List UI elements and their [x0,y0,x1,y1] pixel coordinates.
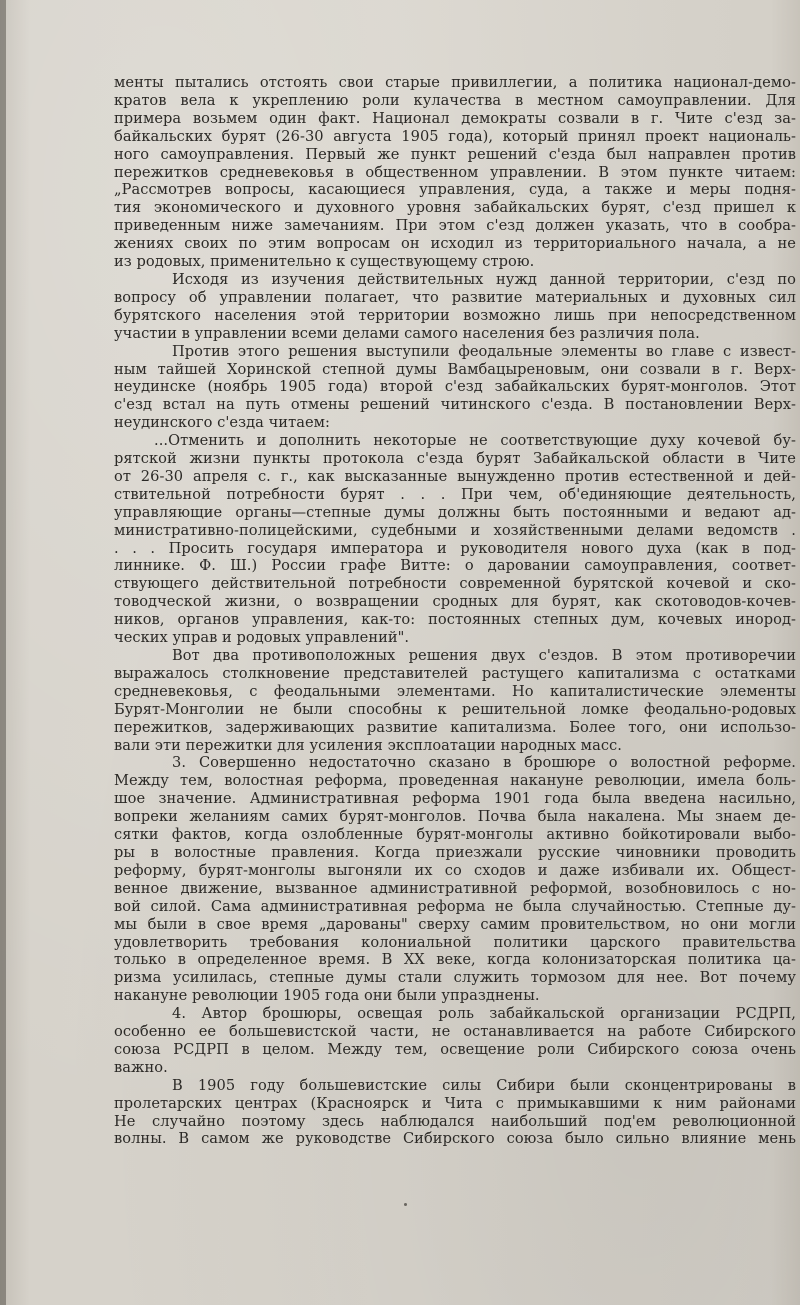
text-line: ного самоуправления. Первый же пункт решений с'езда был направлен против [114,145,796,163]
text-line: важно. [114,1058,168,1076]
text-line: Против этого решения выступили феодальные элементы во главе с извест- [172,342,796,360]
text-line: союза РСДРП в целом. Между тем, освещение роли Сибирского союза очень [114,1040,796,1058]
text-line: Бурят-Монголии не были способны к решительной ломке феодально-родовых [114,700,796,718]
text-line: ствительной потребности бурят . . . При чем, об'единяющие деятельность, [114,485,796,503]
text-line: менты пытались отстоять свои старые привиллегии, а политика национал-демо- [114,74,796,91]
text-line: байкальских бурят (26-30 августа 1905 года), который принял проект националь- [114,127,796,145]
text-line: товодческой жизни, о возвращении сродных для бурят, как скотоводов-кочев- [114,593,796,611]
text-line: удовлетворить требования колониальной политики царского правительства [114,933,796,951]
text-line: вой силой. Сама административная реформа не была случайностью. Степные ду- [114,897,796,915]
text-line: рятской жизни пункты протокола с'езда бурят Забайкальской области в Чите [114,450,796,468]
page-text [114,74,796,1148]
text-line: Не случайно поэтому здесь наблюдался наибольший под'ем революционной [114,1112,796,1130]
text-line: пережитков, задерживающих развитие капитализма. Более того, они использо- [114,718,796,736]
text-line: с'езд встал на путь отмены решений читинского с'езда. В постановлении Верх- [114,396,796,414]
text-line: ным тайшей Хоринской степной думы Вамбацыреновым, они созвали в г. Верх- [114,360,796,378]
text-line: из родовых, применительно к существующему строю. [114,253,535,271]
text-line: сятки фактов, когда озлобленные бурят-монголы активно бойкотировали выбо- [114,826,796,844]
text-line: волны. В самом же руководстве Сибирского союза было сильно влияние мень [114,1130,796,1148]
text-line: участии в управлении всеми делами самого населения без различия пола. [114,324,700,342]
text-line: ры в волостные правления. Когда приезжали русские чиновники проводить [114,843,796,861]
text-line: кратов вела к укреплению роли кулачества в местном самоуправлении. Для [114,91,796,109]
text-line: примера возьмем один факт. Национал демократы созвали в г. Чите с'езд за- [114,109,796,127]
text-line: Исходя из изучения действительных нужд данной территории, с'езд по [172,270,796,288]
text-line: выражалось столкновение представителей растущего капитализма с остатками [114,664,796,682]
text-line: вали эти пережитки для усиления эксплоатации народных масс. [114,736,622,754]
text-line: только в определенное время. В XX веке, когда колонизаторская политика ца- [114,951,796,969]
text-line: неудинского с'езда читаем: [114,414,331,432]
text-line: 4. Автор брошюры, освещая роль забайкальской организации РСДРП, [172,1005,796,1023]
text-line: В 1905 году большевистские силы Сибири были сконцентрированы в [172,1076,796,1094]
text-line: реформу, бурят-монголы выгоняли их со сходов и даже избивали их. Общест- [114,861,796,879]
text-line: ников, органов управления, как-то: постоянных степных дум, кочевых инород- [114,611,796,629]
text-line: Между тем, волостная реформа, проведенная накануне революции, имела боль- [114,772,796,790]
text-line: вопреки желаниям самих бурят-монголов. Почва была накалена. Мы знаем де- [114,808,796,826]
ink-speck [404,1203,407,1206]
text-line: особенно ее большевистской части, не останавливается на работе Сибирского [114,1023,796,1041]
text-line: пережитков средневековья в общественном управлении. В этом пункте читаем: [114,163,796,181]
text-line: „Рассмотрев вопросы, касающиеся управления, суда, а также и меры подня- [114,181,796,199]
text-line: средневековья, с феодальными элементами. Но капиталистические элементы [114,682,796,700]
text-line: . . . Просить государя императора и руководителя нового духа (как в под- [114,539,796,557]
text-line: шое значение. Административная реформа 1901 года была введена насильно, [114,790,796,808]
text-line: вопросу об управлении полагает, что развитие материальных и духовных сил [114,288,796,306]
text-line: 3. Совершенно недостаточно сказано в брошюре о волостной реформе. [172,754,796,772]
text-line: министративно-полицейскими, судебными и хозяйственными делами ведомств . [114,521,796,539]
text-line: жениях своих по этим вопросам он исходил из территориального начала, а не [114,235,796,253]
text-line: линнике. Ф. Ш.) России графе Витте: о даровании самоуправления, соответ- [114,557,796,575]
text-line: венное движение, вызванное административной реформой, возобновилось с но- [114,879,796,897]
text-line: тия экономического и духовного уровня забайкальских бурят, с'езд пришел к [114,199,796,217]
text-line: от 26-30 апреля с. г., как высказанные вынужденно против естественной и дей- [114,467,796,485]
text-line: ствующего действительной потребности современной бурятской кочевой и ско- [114,575,796,593]
text-line: приведенным ниже замечаниям. При этом с'езд должен указать, что в сообра- [114,217,796,235]
text-line: бурятского населения этой территории возможно лишь при непосредственном [114,306,796,324]
text-line: неудинске (ноябрь 1905 года) второй с'езд забайкальских бурят-монголов. Этот [114,378,796,396]
text-line: мы были в свое время „дарованы" сверху самим провительством, но они могли [114,915,796,933]
text-line: накануне революции 1905 года они были упразднены. [114,987,540,1005]
text-line: ризма усилилась, степные думы стали служить тормозом для нее. Вот почему [114,969,796,987]
text-line: ...Отменить и дополнить некоторые не соответствующие духу кочевой бу- [154,432,796,450]
text-line: управляющие органы—степные думы должны быть постоянными и ведают ад- [114,503,796,521]
text-line: Вот два противоположных решения двух с'ездов. В этом противоречии [172,647,796,664]
text-line: пролетарских центрах (Красноярск и Чита с примыкавшими к ним районами [114,1094,796,1112]
text-line: ческих управ и родовых управлений". [114,629,410,647]
